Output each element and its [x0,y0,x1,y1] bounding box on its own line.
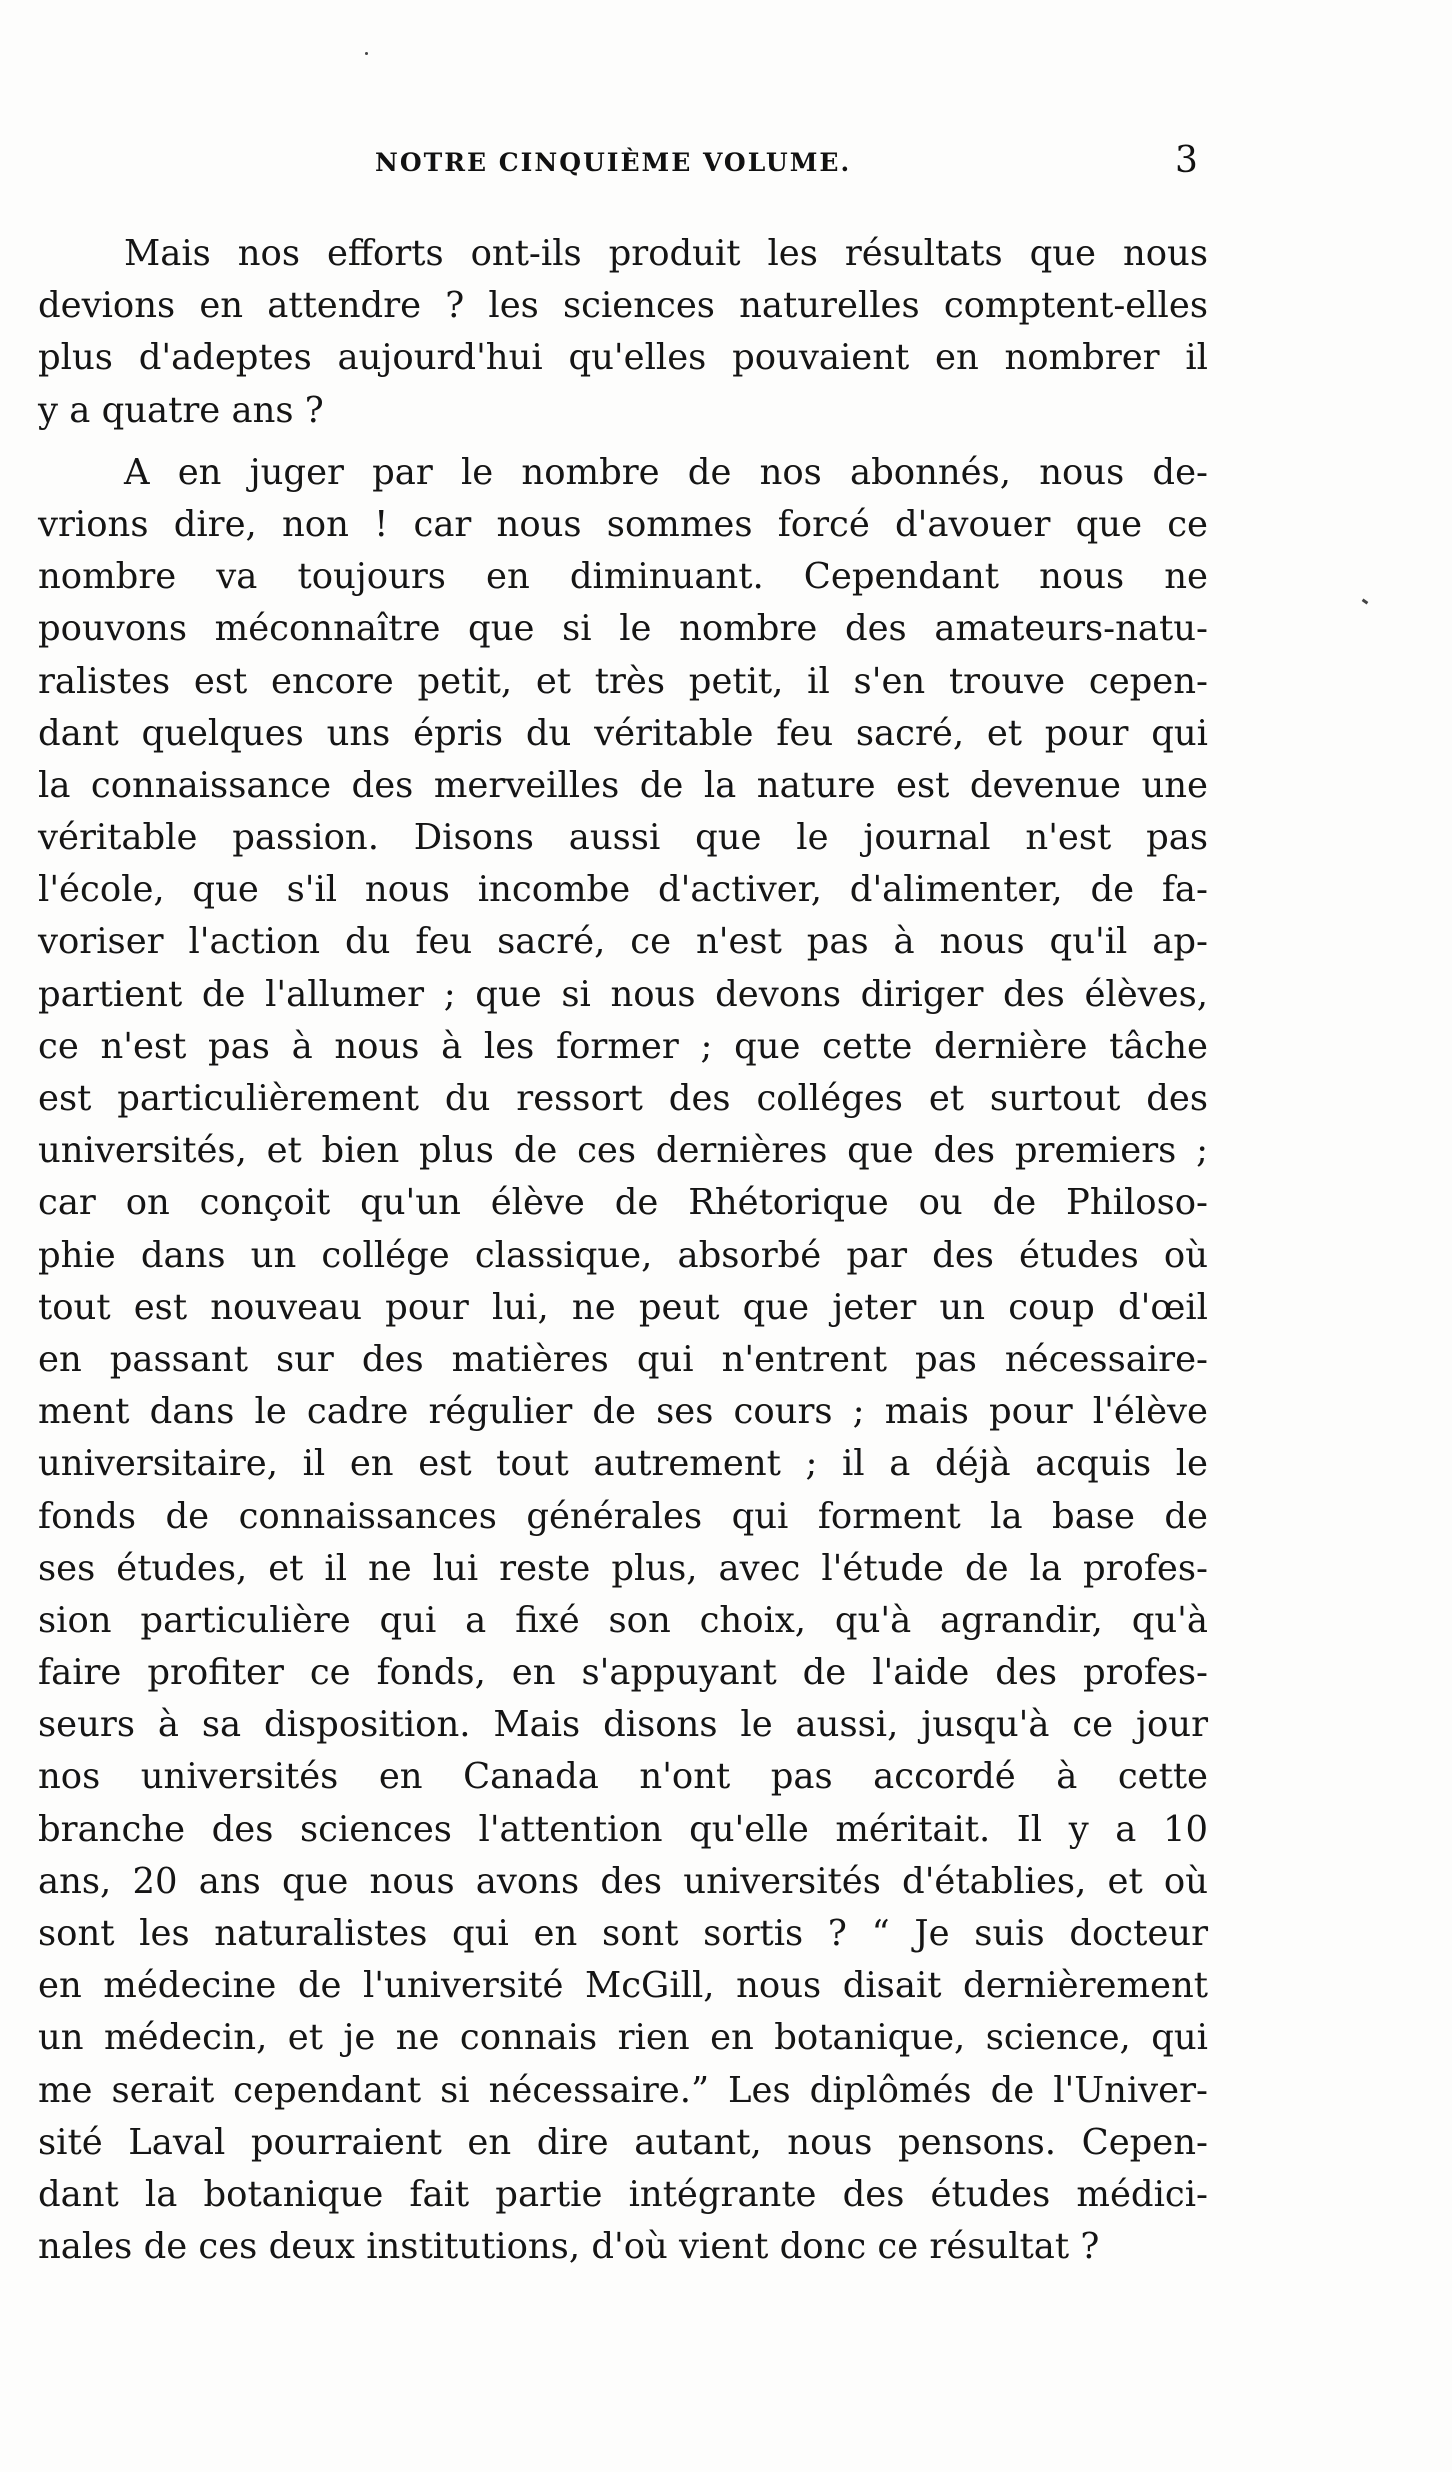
text-line: nos universités en Canada n'ont pas accordé à cette [38,1756,1208,1798]
text-line: en passant sur des matières qui n'entrent pas nécessaire- [38,1338,1208,1380]
text-line: dant la botanique fait partie intégrante des études médici- [38,2173,1208,2215]
text-line: nales de ces deux institutions, d'où vient donc ce résultat ? [38,2226,1100,2268]
text-line: pouvons méconnaître que si le nombre des amateurs-natu- [38,608,1208,650]
margin-mark [1362,599,1369,605]
text-line: ment dans le cadre régulier de ses cours ; mais pour l'élève [38,1391,1208,1433]
text-line: dant quelques uns épris du véritable feu sacré, et pour qui [38,712,1208,754]
text-line: ans, 20 ans que nous avons des universités d'établies, et où [38,1860,1208,1902]
text-line: partient de l'allumer ; que si nous devons diriger des élèves, [38,973,1208,1015]
page-number: 3 [1175,140,1198,181]
text-line: ses études, et il ne lui reste plus, avec l'étude de la profes- [38,1547,1208,1589]
text-line: faire profiter ce fonds, en s'appuyant de l'aide des profes- [38,1652,1208,1694]
margin-mark [365,52,368,55]
text-line: universitaire, il en est tout autrement ; il a déjà acquis le [38,1443,1208,1485]
text-line: seurs à sa disposition. Mais disons le aussi, jusqu'à ce jour [38,1704,1208,1746]
running-head [0,140,1452,188]
paragraph [38,228,1208,437]
paragraph [38,447,1208,2274]
text-line: fonds de connaissances générales qui forment la base de [38,1495,1208,1537]
text-line: en médecine de l'université McGill, nous disait dernièrement [38,1965,1208,2007]
text-line: A en juger par le nombre de nos abonnés, nous de- [124,451,1208,493]
text-line: car on conçoit qu'un élève de Rhétorique ou de Philoso- [38,1182,1208,1224]
text-line: me serait cependant si nécessaire.” Les diplômés de l'Univer- [38,2069,1208,2111]
text-line: sont les naturalistes qui en sont sortis ? “ Je suis docteur [38,1913,1208,1954]
text-line: l'école, que s'il nous incombe d'activer, d'alimenter, de fa- [38,869,1208,911]
running-title: NOTRE CINQUIÈME VOLUME. [375,148,852,177]
text-line: nombre va toujours en diminuant. Cependant nous ne [38,556,1208,598]
text-line: y a quatre ans ? [38,389,324,431]
text-line: branche des sciences l'attention qu'elle méritait. Il y a 10 [38,1808,1208,1850]
text-line: devions en attendre ? les sciences naturelles comptent-elles [38,285,1208,327]
text-line: sion particulière qui a fixé son choix, qu'à agrandir, qu'à [38,1599,1208,1641]
text-line: est particulièrement du ressort des colléges et surtout des [38,1078,1208,1119]
body-text [38,228,1208,2273]
text-line: universités, et bien plus de ces dernières que des premiers ; [38,1130,1208,1172]
text-line: voriser l'action du feu sacré, ce n'est pas à nous qu'il ap- [38,921,1208,963]
text-line: un médecin, et je ne connais rien en botanique, science, qui [38,2017,1208,2059]
text-line: phie dans un collége classique, absorbé par des études où [38,1234,1208,1276]
text-line: la connaissance des merveilles de la nature est devenue une [38,764,1208,806]
text-line: sité Laval pourraient en dire autant, nous pensons. Cepen- [38,2121,1208,2163]
text-line: vrions dire, non ! car nous sommes forcé d'avouer que ce [38,503,1208,545]
text-line: tout est nouveau pour lui, ne peut que jeter un coup d'œil [38,1286,1208,1328]
text-line: ralistes est encore petit, et très petit, il s'en trouve cepen- [38,660,1208,702]
text-line: Mais nos efforts ont-ils produit les résultats que nous [124,233,1208,274]
text-line: ce n'est pas à nous à les former ; que cette dernière tâche [38,1025,1208,1067]
paragraph-gap [38,437,1208,447]
text-line: plus d'adeptes aujourd'hui qu'elles pouvaient en nombrer il [38,337,1208,379]
text-line: véritable passion. Disons aussi que le journal n'est pas [38,817,1208,859]
